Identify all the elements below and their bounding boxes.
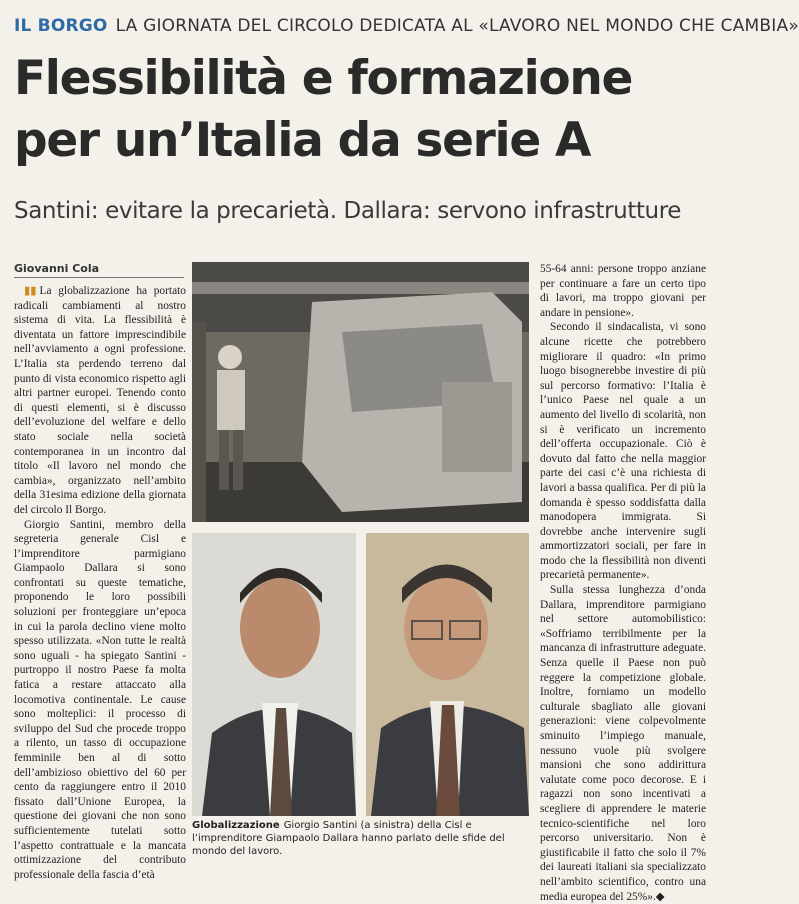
headline [14, 48, 714, 172]
article-column-left [14, 284, 186, 881]
portrait-santini-illustration [192, 533, 356, 816]
portrait-dallara [366, 533, 529, 816]
paragraph-text: La globalizzazione ha portato radicali cambiamenti al nostro sistema di vita. La flessibilità è diventata un fattore imprescindibile nell’avviamento a ogni professione. L’Italia sta perdendo terreno dal punto di vista economico rispetto agli altri partner europei. Tenendo conto di questi elementi, si è discusso dell’evoluzione del welfare e dello stato sociale nella società contemporanea in un incontro dal titolo «Il lavoro nel mondo che cambia», organizzato nell’ambito della 31esima edizione della giornata del circolo Il Borgo. [14, 285, 186, 516]
headline-line-2: per un’Italia da serie A [14, 113, 591, 168]
headline-line-1: Flessibilità e formazione [14, 51, 633, 106]
caption-lead: Globalizzazione [192, 820, 280, 831]
article-paragraph: Sulla stessa lunghezza d’onda Dallara, imprenditore parmigiano nel settore automobilistico: «Soffriamo terribilmente per la mancanza di infrastrutture adeguate. Senza quelle il Paese non può reggere la competizione globale. Inoltre, forniamo un modello culturale sbagliato alle giovani generazioni: viene colpevolmente sminuito l’impiego manuale, nessuno vuole più svolgere mansioni che sono addirittura valutate come poco decorose. E i ragazzi non sono incentivati a scegliere di apprendere le materie tecnico-scientifiche nel loro percorso universitario. Non è giustificabile il fatto che solo il 7% dei laureati italiani sia specializzato nell’ambito scientifico, contro una media europea del 25%».◆ [540, 584, 706, 903]
photo-caption [192, 819, 532, 858]
paragraph-marker-icon: ▮▮ [24, 285, 37, 297]
caption-text: Giorgio Santini (a sinistra) della Cisl e l’imprenditore Giampaolo Dallara hanno parlato delle sfide del mondo del lavoro. [192, 820, 505, 857]
factory-photo [192, 262, 529, 522]
kicker [14, 16, 799, 36]
article-paragraph [14, 284, 186, 518]
factory-photo-illustration [192, 262, 529, 522]
section-label: IL BORGO [14, 16, 108, 36]
subheadline: Santini: evitare la precarietà. Dallara: servono infrastrutture [14, 198, 682, 224]
article-paragraph: Secondo il sindacalista, vi sono alcune ricette che potrebbero migliorare il quadro: «In primo luogo bisognerebbe investire di più sul percorso formativo: l’Italia è l’unico Paese nel quale a un aumento del livello di scolarità, non si è verificato un incremento dell’offerta occupazionale. Ciò è dovuto dal fatto che nella maggior parte dei casi c’è una richiesta di lavori a bassa qualifica. Per di più la domanda è spesso soddisfatta dalla manodopera immigrata. Si dovrebbe anche intervenire sugli ammortizzatori sociali, per fare in modo che la flessibilità non diventi precarietà permanente». [540, 321, 706, 582]
kicker-topic: LA GIORNATA DEL CIRCOLO DEDICATA AL «LAVORO NEL MONDO CHE CAMBIA» [115, 16, 799, 36]
article-paragraph: 55-64 anni: persone troppo anziane per continuare a fare un certo tipo di lavori, ma troppo giovani per andare in pensione». [540, 263, 706, 319]
byline: Giovanni Cola [14, 262, 184, 278]
article-column-right [540, 262, 706, 903]
portrait-dallara-illustration [366, 533, 529, 816]
portrait-santini [192, 533, 356, 816]
article-paragraph: Giorgio Santini, membro della segreteria generale Cisl e l’imprenditore parmigiano Giampaolo Dallara si sono confrontati su queste tematiche, proponendo le loro possibili soluzioni per fronteggiare un’epoca in cui la parola declino viene molto spesso utilizzata. «Non tutte le realtà sono uguali - ha spiegato Santini - purtroppo il nostro Paese fa molta fatica a restare attaccato alla locomotiva continentale. Le cause sono molteplici: il processo di sviluppo del Sud che procede troppo a rilento, un tasso di occupazione femminile ben al di sotto dell’ambizioso obiettivo del 60 per cento da raggiungere entro il 2010 fissato dall’Unione Europea, la questione dei giovani che non sono sufficientemente tutelati sotto l’aspetto contrattuale e la mancata ottimizzazione del contributo professionale della fascia d’età [14, 518, 186, 881]
